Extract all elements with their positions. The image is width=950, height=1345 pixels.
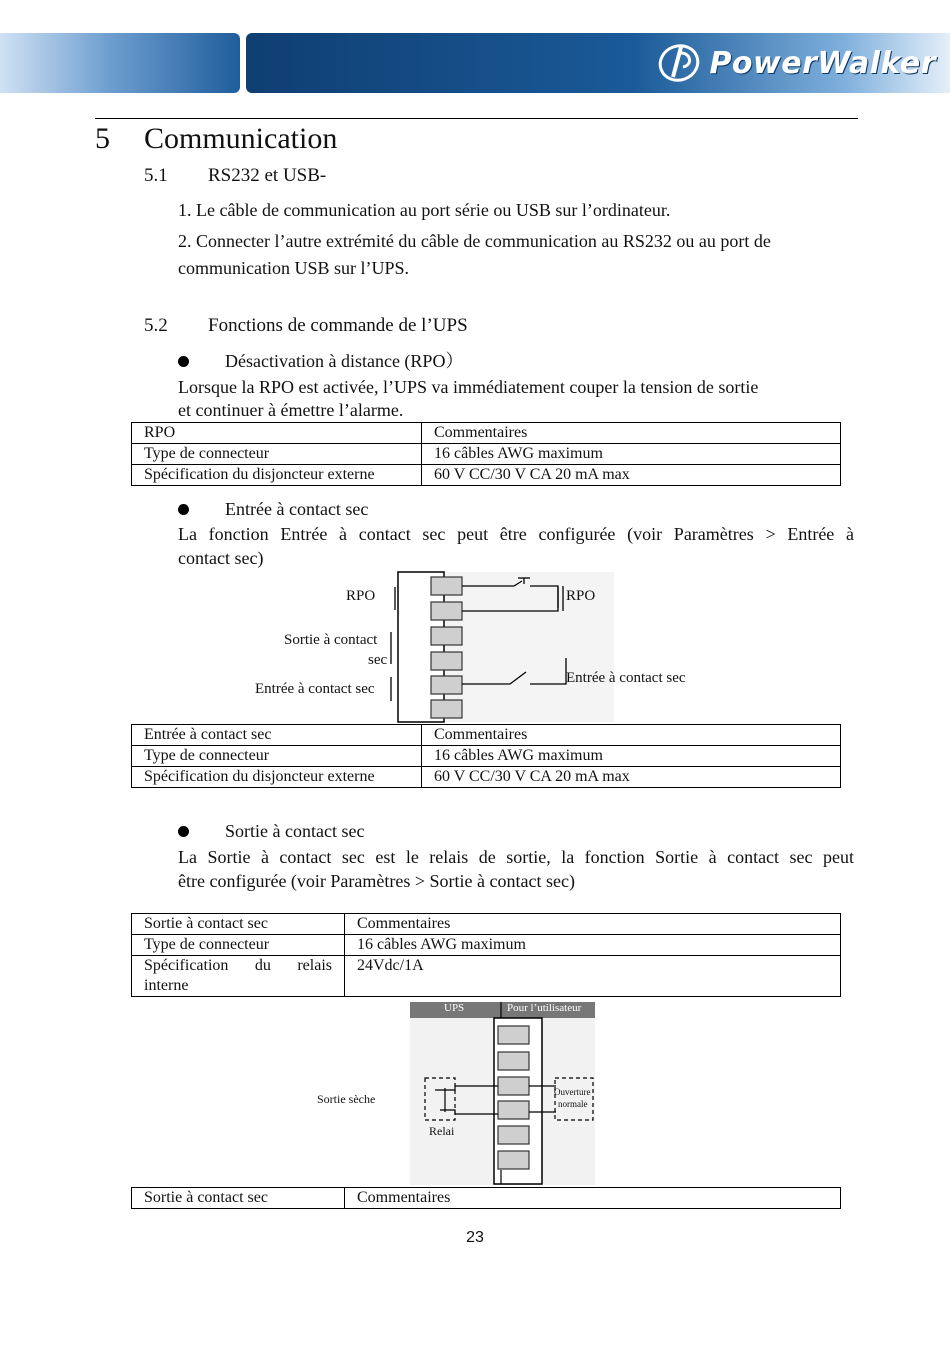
table-row: [132, 444, 841, 465]
s51-item-2-line-1: 2. Connecter l’autre extrémité du câble de communication au RS232 ou au port de: [178, 231, 771, 251]
header-band: [0, 33, 950, 93]
header-left-panel: [0, 33, 240, 93]
label-ouverture-line-2: normale: [558, 1099, 588, 1109]
table-cell: 60 V CC/30 V CA 20 mA max: [422, 465, 841, 486]
table-cell: Commentaires: [345, 914, 841, 935]
power-swirl-icon: [657, 43, 703, 83]
rpo-text-line-2: et continuer à émettre l’alarme.: [178, 400, 404, 420]
table-cell: Type de connecteur: [132, 746, 422, 767]
table-cell: 16 câbles AWG maximum: [345, 935, 841, 956]
label-entree-right: Entrée à contact sec: [566, 670, 686, 686]
table-cell: Sortie à contact sec: [132, 914, 345, 935]
bullet-dry-output: [178, 826, 189, 837]
table-row: [132, 935, 841, 956]
table-cell: Commentaires: [422, 423, 841, 444]
rpo-heading: Désactivation à distance (RPO）: [225, 351, 464, 371]
label-relai: Relai: [429, 1124, 455, 1138]
table-row: [132, 767, 841, 788]
table-cell: 16 câbles AWG maximum: [422, 746, 841, 767]
table-cell: RPO: [132, 423, 422, 444]
label-sortie-line-2: sec: [368, 652, 388, 668]
table-cell: Spécification du relais interne: [132, 956, 345, 997]
table-row: [132, 465, 841, 486]
table-cell: Commentaires: [422, 725, 841, 746]
section-title: Communication: [144, 122, 338, 155]
subsection-title-5-1: RS232 et USB-: [208, 165, 327, 186]
label-rpo-right: RPO: [566, 588, 596, 604]
dry-input-text-line-2: contact sec): [178, 548, 264, 568]
table-cell: Spécification du disjoncteur externe: [132, 767, 422, 788]
dry-input-text-line-1: La fonction Entrée à contact sec peut être configurée (voir Paramètres > Entrée à: [178, 524, 854, 544]
label-entree-left: Entrée à contact sec: [255, 681, 375, 697]
table-cell: 16 câbles AWG maximum: [422, 444, 841, 465]
table-cell: 60 V CC/30 V CA 20 mA max: [422, 767, 841, 788]
label-rpo-left: RPO: [346, 588, 376, 604]
dry-output-table: [131, 913, 841, 997]
dry-output-text-line-1: La Sortie à contact sec est le relais de sortie, la fonction Sortie à contact sec peut: [178, 847, 854, 867]
table-cell: Sortie à contact sec: [132, 1188, 345, 1209]
section-number: 5: [95, 122, 110, 155]
bullet-rpo: [178, 356, 189, 367]
header-rule: [95, 118, 858, 119]
page-number: 23: [466, 1229, 484, 1246]
header-right-panel: [246, 33, 950, 93]
rpo-text-line-1: Lorsque la RPO est activée, l’UPS va immédiatement couper la tension de sortie: [178, 377, 759, 397]
table-cell: Spécification du disjoncteur externe: [132, 465, 422, 486]
dry-output-wiring-diagram: [300, 1000, 610, 1187]
label-sortie-seche: Sortie sèche: [317, 1092, 376, 1106]
label-sortie-line-1: Sortie à contact: [284, 632, 378, 648]
table-cell: Type de connecteur: [132, 935, 345, 956]
table-row: [132, 725, 841, 746]
dry-output-table-continued: [131, 1187, 841, 1209]
dry-output-heading: Sortie à contact sec: [225, 821, 365, 841]
table-row: [132, 746, 841, 767]
dry-input-heading: Entrée à contact sec: [225, 499, 369, 519]
subsection-title-5-2: Fonctions de commande de l’UPS: [208, 315, 468, 336]
subsection-number-5-2: 5.2: [144, 315, 168, 336]
brand-logo: [657, 41, 936, 85]
table-row: [132, 914, 841, 935]
label-pour-utilisateur: Pour l’utilisateur: [507, 1002, 582, 1014]
label-ups: UPS: [444, 1002, 465, 1014]
s51-item-1: 1. Le câble de communication au port série ou USB sur l’ordinateur.: [178, 200, 671, 220]
table-cell: 24Vdc/1A: [345, 956, 841, 997]
table-cell: Commentaires: [345, 1188, 841, 1209]
table-cell: Entrée à contact sec: [132, 725, 422, 746]
s51-item-2-line-2: communication USB sur l’UPS.: [178, 258, 410, 278]
table-row: [132, 1188, 841, 1209]
label-ouverture-line-1: Ouverture: [554, 1087, 591, 1097]
table-row: [132, 956, 841, 997]
table-cell: Type de connecteur: [132, 444, 422, 465]
dry-input-table: [131, 724, 841, 788]
table-row: [132, 423, 841, 444]
bullet-dry-input: [178, 504, 189, 515]
rpo-table: [131, 422, 841, 486]
dry-input-wiring-diagram: [240, 568, 720, 724]
subsection-number-5-1: 5.1: [144, 165, 168, 186]
brand-name: PowerWalker: [709, 45, 936, 81]
dry-output-text-line-2: être configurée (voir Paramètres > Sortie à contact sec): [178, 871, 575, 891]
